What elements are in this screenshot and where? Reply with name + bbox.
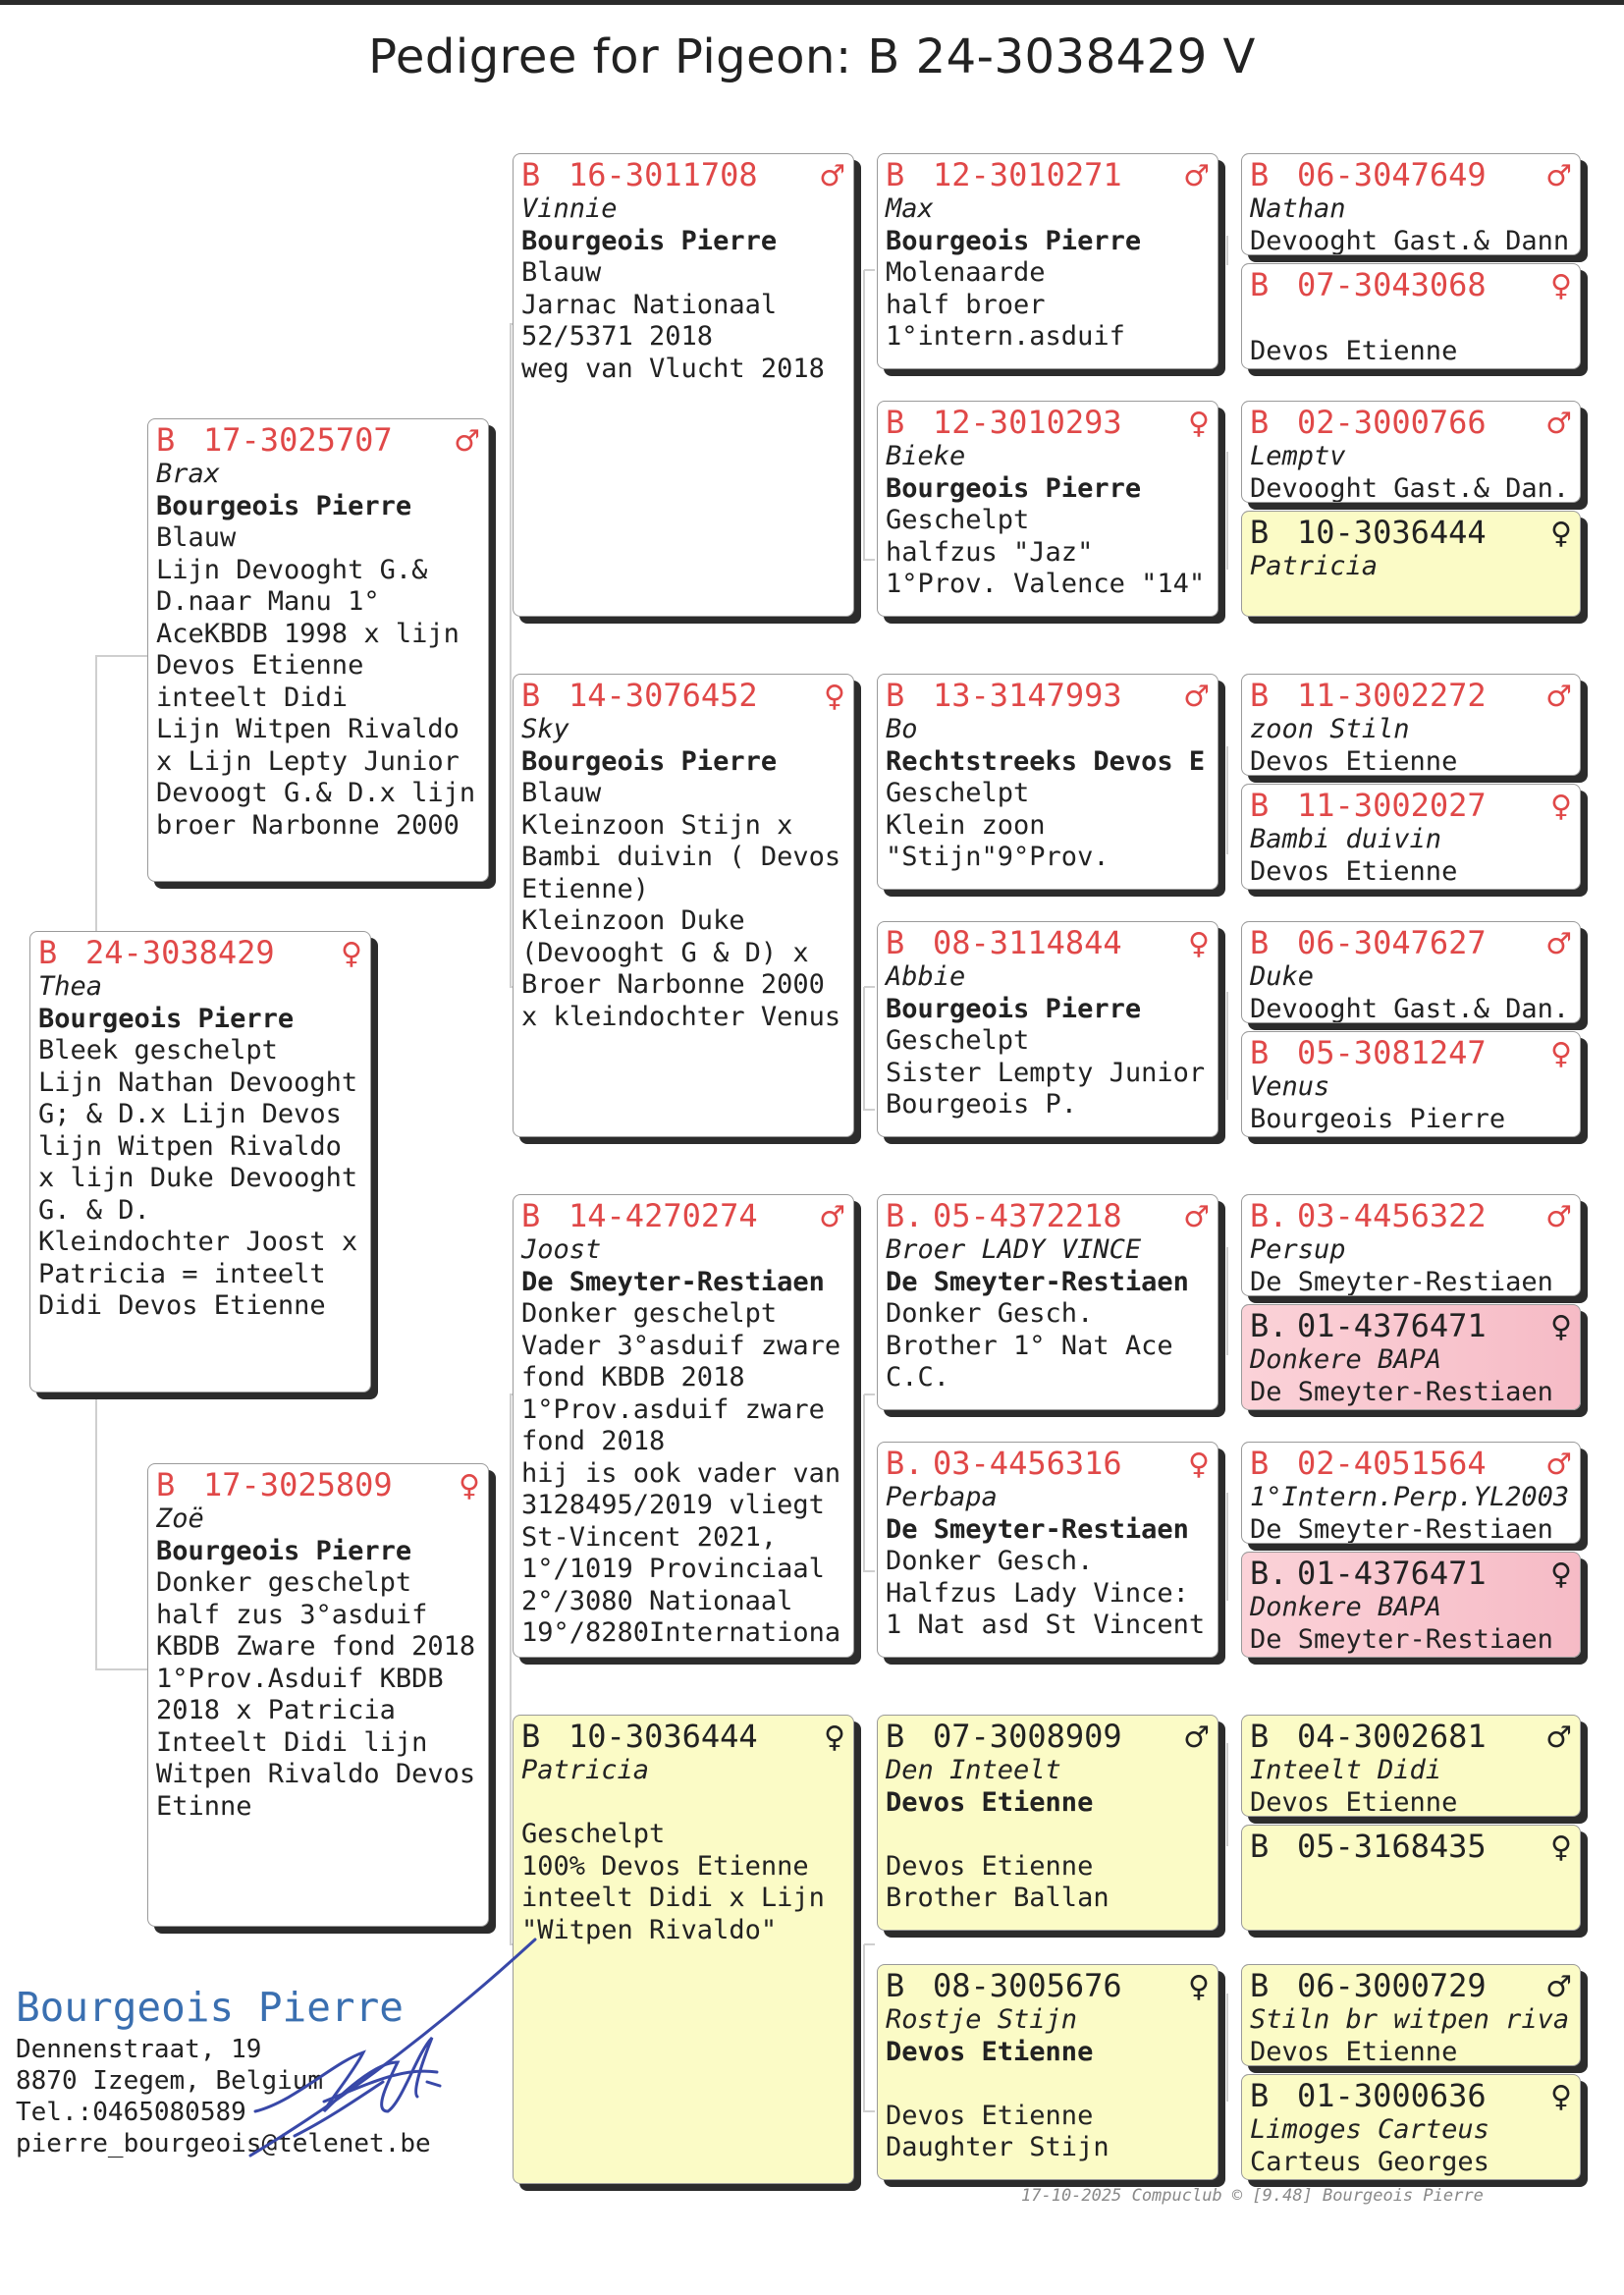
description-line: Witpen Rivaldo Devos	[156, 1759, 476, 1789]
female-sex-icon: ♀	[824, 680, 845, 714]
description-line: 1°intern.asduif	[886, 321, 1125, 352]
female-sex-icon: ♀	[1188, 407, 1210, 441]
owner-name: Bourgeois Pierre	[886, 225, 1142, 256]
ring-number: 06-3047627	[1297, 924, 1487, 961]
country-code: B	[1250, 1828, 1270, 1865]
male-sex-icon: ♂	[1545, 1200, 1572, 1234]
description-line: 100% Devos Etienne	[521, 1850, 809, 1882]
description-line: Bourgeois P.	[886, 1089, 1078, 1120]
pigeon-name: Patricia	[521, 1755, 650, 1785]
pigeon-name: Max	[886, 193, 934, 224]
country-code: B.	[1250, 1307, 1288, 1344]
pigeon-name: Vinnie	[521, 193, 618, 224]
description-line: inteelt Didi x Lijn	[521, 1883, 825, 1913]
ring-number: 10-3036444	[1297, 514, 1487, 551]
female-sex-icon: ♀	[1188, 1448, 1210, 1482]
owner-name: Devos Etienne	[1250, 745, 1458, 776]
female-sex-icon: ♀	[341, 937, 362, 971]
description-line: 3128495/2019 vliegt	[521, 1490, 825, 1520]
owner-name: Devooght Gast.& Dan.	[1250, 472, 1570, 503]
description-line: Kleinzoon Stijn x	[521, 809, 793, 841]
owner-name: Rechtstreeks Devos E	[886, 745, 1206, 777]
description-line: Daughter Stijn	[886, 2132, 1110, 2162]
description-line: lijn Witpen Rivaldo	[38, 1130, 342, 1162]
description-line: KBDB Zware fond 2018	[156, 1631, 476, 1662]
country-code: B	[1250, 1967, 1270, 2004]
country-code: B	[1250, 1034, 1270, 1071]
description-line: 1 Nat asd St Vincent	[886, 1610, 1206, 1640]
description-line: Lijn Witpen Rivaldo	[156, 714, 460, 744]
ring-number: 06-3000729	[1297, 1967, 1487, 2004]
description-line: (Devooght G & D) x	[521, 937, 809, 968]
description-line: Devos Etienne	[886, 1850, 1094, 1882]
country-code: B	[886, 924, 905, 961]
owner-name: Devooght Gast.& Dann	[1250, 225, 1570, 255]
pigeon-name: Stiln br witpen riva	[1250, 2004, 1570, 2035]
ring-number: 10-3036444	[568, 1718, 758, 1755]
female-sex-icon: ♀	[1550, 2080, 1572, 2114]
ring-number: 17-3025707	[203, 421, 393, 459]
description-line: Kleindochter Joost x	[38, 1227, 358, 1257]
description-line: Halfzus Lady Vince:	[886, 1577, 1189, 1609]
pigeon-name: Broer LADY VINCE	[886, 1234, 1142, 1265]
female-sex-icon: ♀	[1550, 269, 1572, 303]
country-code: B	[38, 934, 58, 971]
description-line: 52/5371 2018	[521, 321, 714, 352]
ring-number: 03-4456316	[933, 1445, 1122, 1482]
description-line: Bleek geschelpt	[38, 1035, 278, 1066]
description-line: Klein zoon	[886, 809, 1046, 841]
description-line: 1°Prov. Valence "14"	[886, 569, 1206, 599]
description-line: AceKBDB 1998 x lijn	[156, 618, 460, 649]
male-sex-icon: ♂	[819, 159, 845, 193]
owner-name: Carteus Georges	[1250, 2146, 1489, 2177]
description-line: x Lijn Lepty Junior	[156, 745, 460, 777]
male-sex-icon: ♂	[1183, 1200, 1210, 1234]
country-code: B	[521, 677, 541, 714]
pigeon-name: Bambi duivin	[1250, 824, 1442, 854]
description-line: Jarnac Nationaal	[521, 289, 778, 320]
breeder-email[interactable]: pierre_bourgeois@telenet.be	[16, 2129, 431, 2158]
breeder-phone[interactable]: Tel.:0465080589	[16, 2098, 246, 2127]
description-line: Vader 3°asduif zware	[521, 1330, 841, 1361]
male-sex-icon: ♂	[1545, 407, 1572, 441]
breeder-street: Dennenstraat, 19	[16, 2035, 262, 2064]
description-line: x lijn Duke Devooght	[38, 1163, 358, 1193]
description-line: Geschelpt	[886, 1025, 1030, 1056]
female-sex-icon: ♀	[1550, 1831, 1572, 1865]
owner-name: Bourgeois Pierre	[156, 1535, 412, 1566]
owner-name: Bourgeois Pierre	[38, 1003, 295, 1034]
pigeon-name: Sky	[521, 714, 569, 744]
pigeon-name: Inteelt Didi	[1250, 1755, 1442, 1785]
female-sex-icon: ♀	[1188, 927, 1210, 961]
ring-number: 05-4372218	[933, 1197, 1122, 1234]
male-sex-icon: ♂	[1545, 927, 1572, 961]
pigeon-name: Bieke	[886, 441, 966, 471]
country-code: B	[1250, 1718, 1270, 1755]
country-code: B.	[1250, 1197, 1288, 1234]
male-sex-icon: ♂	[1183, 680, 1210, 714]
ring-number: 05-3168435	[1297, 1828, 1487, 1865]
owner-name: Bourgeois Pierre	[1250, 1103, 1506, 1134]
owner-name: Devooght Gast.& Dan.	[1250, 993, 1570, 1023]
description-line: "Stijn"9°Prov.	[886, 842, 1110, 872]
female-sex-icon: ♀	[1550, 1037, 1572, 1071]
description-line: fond KBDB 2018	[521, 1362, 745, 1393]
description-line: Kleinzoon Duke	[521, 905, 745, 936]
description-line: hij is ook vader van	[521, 1457, 841, 1489]
owner-name: Bourgeois Pierre	[886, 993, 1142, 1024]
country-code: B	[1250, 1445, 1270, 1482]
description-line: C.C.	[886, 1362, 950, 1393]
ring-number: 03-4456322	[1297, 1197, 1487, 1234]
description-line: Blauw	[521, 257, 602, 288]
description-line: D.naar Manu 1°	[156, 586, 380, 617]
male-sex-icon: ♂	[1545, 1970, 1572, 2004]
country-code: B	[521, 1718, 541, 1755]
female-sex-icon: ♀	[1188, 1970, 1210, 2004]
description-line: Geschelpt	[886, 505, 1030, 535]
description-line: Sister Lempty Junior	[886, 1057, 1206, 1088]
description-line: broer Narbonne 2000	[156, 809, 460, 841]
pigeon-name: Joost	[521, 1234, 602, 1265]
ring-number: 24-3038429	[85, 934, 275, 971]
description-line: Inteelt Didi lijn	[156, 1726, 428, 1758]
ring-number: 01-4376471	[1297, 1307, 1487, 1344]
female-sex-icon: ♀	[1550, 1310, 1572, 1344]
pigeon-name: Thea	[38, 971, 103, 1002]
description-line: Patricia = inteelt	[38, 1258, 326, 1289]
owner-name: De Smeyter-Restiaen	[886, 1266, 1189, 1297]
ring-number: 08-3114844	[933, 924, 1122, 961]
description-line: Brother Ballan	[886, 1883, 1110, 1913]
description-line: 1°/1019 Provinciaal	[521, 1554, 825, 1584]
country-code: B	[1250, 2077, 1270, 2114]
country-code: B	[156, 421, 176, 459]
ring-number: 13-3147993	[933, 677, 1122, 714]
owner-name: Devos Etienne	[1250, 2036, 1458, 2066]
country-code: B.	[1250, 1555, 1288, 1592]
description-line: Molenaarde	[886, 257, 1046, 288]
pigeon-name: Venus	[1250, 1071, 1330, 1102]
description-line: 1°Prov.Asduif KBDB	[156, 1663, 444, 1694]
description-line: Donker Gesch.	[886, 1546, 1094, 1576]
ring-number: 06-3047649	[1297, 156, 1487, 193]
description-line: Devos Etienne	[886, 2100, 1094, 2131]
pigeon-name: Duke	[1250, 961, 1315, 992]
male-sex-icon: ♂	[819, 1200, 845, 1234]
owner-name: Bourgeois Pierre	[521, 225, 778, 256]
male-sex-icon: ♂	[1183, 159, 1210, 193]
pigeon-name: Limoges Carteus	[1250, 2114, 1489, 2145]
description-line: Devos Etienne	[156, 650, 364, 681]
female-sex-icon: ♀	[459, 1469, 480, 1503]
ring-number: 14-3076452	[568, 677, 758, 714]
description-line: Geschelpt	[521, 1819, 666, 1849]
pigeon-name: Den Inteelt	[886, 1755, 1061, 1785]
owner-name: Devos Etienne	[1250, 1786, 1458, 1817]
country-code: B	[156, 1466, 176, 1503]
owner-name: De Smeyter-Restiaen	[1250, 1376, 1553, 1407]
ring-number: 12-3010271	[933, 156, 1122, 193]
description-line: Broer Narbonne 2000	[521, 969, 825, 1000]
description-line: weg van Vlucht 2018	[521, 353, 825, 384]
country-code: B.	[886, 1197, 924, 1234]
pigeon-name: 1°Intern.Perp.YL2003	[1250, 1482, 1570, 1512]
description-line: 2°/3080 Nationaal	[521, 1585, 793, 1616]
country-code: B	[886, 1967, 905, 2004]
ring-number: 17-3025809	[203, 1466, 393, 1503]
description-line: Etienne)	[521, 873, 650, 904]
description-line: halfzus "Jaz"	[886, 536, 1094, 568]
country-code: B	[1250, 677, 1270, 714]
description-line: 1°Prov.asduif zware	[521, 1393, 825, 1425]
description-line: Lijn Nathan Devooght	[38, 1066, 358, 1098]
pigeon-name: Persup	[1250, 1234, 1346, 1265]
country-code: B	[886, 156, 905, 193]
ring-number: 16-3011708	[568, 156, 758, 193]
pigeon-name: Bo	[886, 714, 918, 744]
owner-name: Devos Etienne	[1250, 855, 1458, 887]
breeder-name: Bourgeois Pierre	[16, 1984, 404, 2031]
pigeon-name: Zoë	[156, 1503, 204, 1534]
ring-number: 01-4376471	[1297, 1555, 1487, 1592]
description-line: half zus 3°asduif	[156, 1599, 428, 1630]
description-line: "Witpen Rivaldo"	[521, 1914, 778, 1945]
footer-stamp: 17-10-2025 Compuclub © [9.48] Bourgeois Pierre	[1021, 2186, 1484, 2206]
ring-number: 07-3008909	[933, 1718, 1122, 1755]
male-sex-icon: ♂	[454, 424, 480, 459]
description-line: fond 2018	[521, 1426, 666, 1456]
male-sex-icon: ♂	[1545, 680, 1572, 714]
ring-number: 08-3005676	[933, 1967, 1122, 2004]
ring-number: 02-4051564	[1297, 1445, 1487, 1482]
country-code: B.	[886, 1445, 924, 1482]
description-line: inteelt Didi	[156, 682, 349, 713]
country-code: B	[1250, 924, 1270, 961]
description-line: 2018 x Patricia	[156, 1695, 396, 1725]
owner-name: Bourgeois Pierre	[886, 472, 1142, 504]
ring-number: 01-3000636	[1297, 2077, 1487, 2114]
owner-name: Devos Etienne	[886, 1786, 1094, 1818]
description-line: half broer	[886, 289, 1046, 320]
male-sex-icon: ♂	[1545, 1448, 1572, 1482]
ring-number: 14-4270274	[568, 1197, 758, 1234]
description-line: 19°/8280Internationa	[521, 1617, 841, 1648]
pigeon-name: Lemptv	[1250, 441, 1346, 471]
pigeon-name: Patricia	[1250, 551, 1379, 581]
country-code: B	[1250, 266, 1270, 303]
owner-name: De Smeyter-Restiaen	[886, 1513, 1189, 1545]
ring-number: 04-3002681	[1297, 1718, 1487, 1755]
pigeon-name: Rostje Stijn	[886, 2004, 1078, 2035]
country-code: B	[886, 404, 905, 441]
ring-number: 07-3043068	[1297, 266, 1487, 303]
description-line: Lijn Devooght G.&	[156, 554, 428, 585]
description-line: Donker geschelpt	[521, 1298, 778, 1329]
female-sex-icon: ♀	[1550, 1557, 1572, 1592]
country-code: B	[1250, 514, 1270, 551]
owner-name: De Smeyter-Restiaen	[1250, 1623, 1553, 1655]
female-sex-icon: ♀	[824, 1721, 845, 1755]
pigeon-name: Nathan	[1250, 193, 1346, 224]
owner-name: De Smeyter-Restiaen	[1250, 1266, 1553, 1296]
description-line: G; & D.x Lijn Devos	[38, 1099, 342, 1129]
pigeon-name: Donkere BAPA	[1250, 1592, 1442, 1622]
description-line: Devoogt G.& D.x lijn	[156, 778, 476, 808]
male-sex-icon: ♂	[1183, 1721, 1210, 1755]
ring-number: 11-3002027	[1297, 787, 1487, 824]
description-line: Brother 1° Nat Ace	[886, 1330, 1173, 1361]
pigeon-name: Perbapa	[886, 1482, 998, 1512]
ring-number: 05-3081247	[1297, 1034, 1487, 1071]
description-line: Bambi duivin ( Devos	[521, 842, 841, 872]
pigeon-name: Abbie	[886, 961, 966, 992]
ring-number: 02-3000766	[1297, 404, 1487, 441]
description-line: St-Vincent 2021,	[521, 1521, 778, 1553]
owner-name: Devos Etienne	[886, 2036, 1094, 2067]
country-code: B	[886, 677, 905, 714]
owner-name: Bourgeois Pierre	[156, 490, 412, 521]
description-line: G. & D.	[38, 1194, 150, 1226]
owner-name: Bourgeois Pierre	[521, 745, 778, 777]
pigeon-name: Donkere BAPA	[1250, 1344, 1442, 1375]
country-code: B	[886, 1718, 905, 1755]
description-line: Didi Devos Etienne	[38, 1290, 326, 1321]
owner-name: Devos Etienne	[1250, 335, 1458, 366]
country-code: B	[521, 1197, 541, 1234]
description-line: Geschelpt	[886, 778, 1030, 808]
description-line: Etinne	[156, 1790, 252, 1822]
ring-number: 12-3010293	[933, 404, 1122, 441]
description-line: Donker geschelpt	[156, 1567, 412, 1598]
pigeon-name: Brax	[156, 459, 221, 489]
female-sex-icon: ♀	[1550, 790, 1572, 824]
owner-name: De Smeyter-Restiaen	[521, 1266, 825, 1297]
female-sex-icon: ♀	[1550, 517, 1572, 551]
description-line: Blauw	[521, 778, 602, 808]
male-sex-icon: ♂	[1545, 1721, 1572, 1755]
pigeon-name: zoon Stiln	[1250, 714, 1410, 744]
male-sex-icon: ♂	[1545, 159, 1572, 193]
ring-number: 11-3002272	[1297, 677, 1487, 714]
description-line: Donker Gesch.	[886, 1298, 1094, 1329]
description-line: x kleindochter Venus	[521, 1001, 841, 1032]
country-code: B	[1250, 156, 1270, 193]
description-line: Blauw	[156, 522, 237, 553]
country-code: B	[1250, 787, 1270, 824]
owner-name: De Smeyter-Restiaen	[1250, 1513, 1553, 1544]
country-code: B	[521, 156, 541, 193]
page-title: Pedigree for Pigeon: B 24-3038429 V	[368, 29, 1256, 84]
country-code: B	[1250, 404, 1270, 441]
breeder-city: 8870 Izegem, Belgium	[16, 2066, 324, 2096]
